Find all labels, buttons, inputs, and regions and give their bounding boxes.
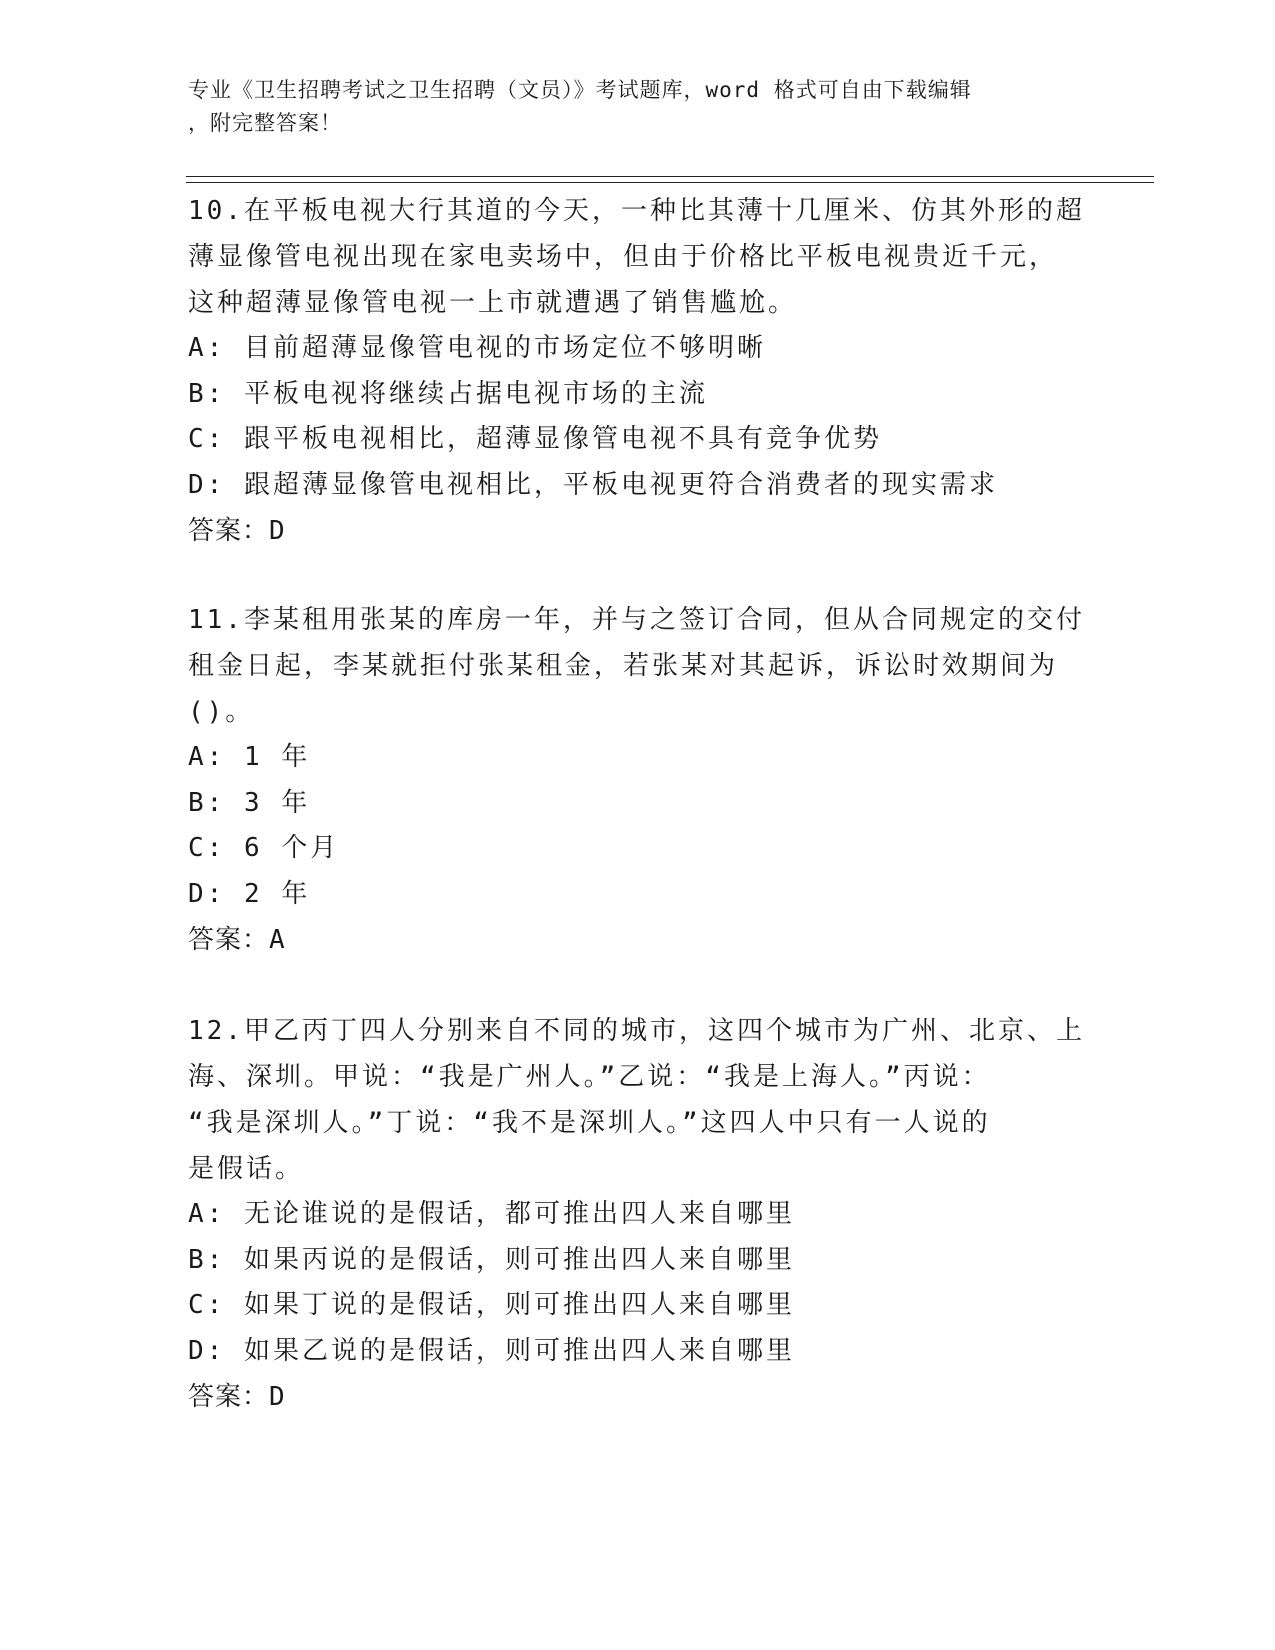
question-10 xyxy=(188,188,1088,554)
option-d: D: 2 年 xyxy=(188,878,311,909)
question-stem-line: 10.在平板电视大行其道的今天，一种比其薄十几厘米、仿其外形的超 xyxy=(188,196,1085,226)
question-stem-line: 这种超薄显像管电视一上市就遭遇了销售尴尬。 xyxy=(188,288,798,318)
answer-label: 答案： xyxy=(188,516,270,546)
answer-line xyxy=(188,917,1088,963)
header-rule-top xyxy=(186,176,1154,177)
answer-value: D xyxy=(269,1382,286,1412)
option-a: A: 1 年 xyxy=(188,742,311,772)
question-stem-line: 薄显像管电视出现在家电卖场中，但由于价格比平板电视贵近千元， xyxy=(188,242,1059,272)
header-line-1: 专业《卫生招聘考试之卫生招聘（文员）》考试题库，word 格式可自由下载编辑 xyxy=(188,78,972,102)
option-c: C: 跟平板电视相比，超薄显像管电视不具有竞争优势 xyxy=(188,424,882,454)
question-stem-line: ()。 xyxy=(188,697,255,727)
question-stem-line: 12.甲乙丙丁四人分别来自不同的城市，这四个城市为广州、北京、上 xyxy=(188,1016,1085,1046)
answer-label: 答案： xyxy=(188,925,270,955)
header-line-2: ，附完整答案！ xyxy=(188,111,342,135)
option-a: A: 目前超薄显像管电视的市场定位不够明晰 xyxy=(188,333,766,363)
answer-line xyxy=(188,508,1088,554)
option-b: B: 如果丙说的是假话，则可推出四人来自哪里 xyxy=(188,1244,795,1275)
question-stem-line: 租金日起，李某就拒付张某租金，若张某对其起诉，诉讼时效期间为 xyxy=(188,651,1059,681)
option-d: D: 跟超薄显像管电视相比，平板电视更符合消费者的现实需求 xyxy=(188,469,998,500)
answer-label: 答案： xyxy=(188,1382,270,1412)
question-stem-line: 11.李某租用张某的库房一年，并与之签订合同，但从合同规定的交付 xyxy=(188,605,1085,635)
answer-line xyxy=(188,1374,1088,1420)
option-a: A: 无论谁说的是假话，都可推出四人来自哪里 xyxy=(188,1199,795,1229)
option-b: B: 平板电视将继续占据电视市场的主流 xyxy=(188,378,708,409)
option-c: C: 6 个月 xyxy=(188,833,340,863)
answer-value: D xyxy=(269,516,286,546)
document-header xyxy=(188,74,1068,140)
question-12 xyxy=(188,1008,1088,1420)
header-rule-bottom xyxy=(186,182,1154,183)
answer-value: A xyxy=(269,925,286,955)
question-11 xyxy=(188,597,1088,963)
question-stem-line: 海、深圳。甲说：“我是广州人。”乙说：“我是上海人。”丙说： xyxy=(188,1062,991,1092)
question-stem-line: “我是深圳人。”丁说：“我不是深圳人。”这四人中只有一人说的 xyxy=(188,1108,991,1138)
question-stem-line: 是假话。 xyxy=(188,1154,305,1184)
option-c: C: 如果丁说的是假话，则可推出四人来自哪里 xyxy=(188,1290,795,1320)
option-d: D: 如果乙说的是假话，则可推出四人来自哪里 xyxy=(188,1335,795,1366)
option-b: B: 3 年 xyxy=(188,787,311,818)
